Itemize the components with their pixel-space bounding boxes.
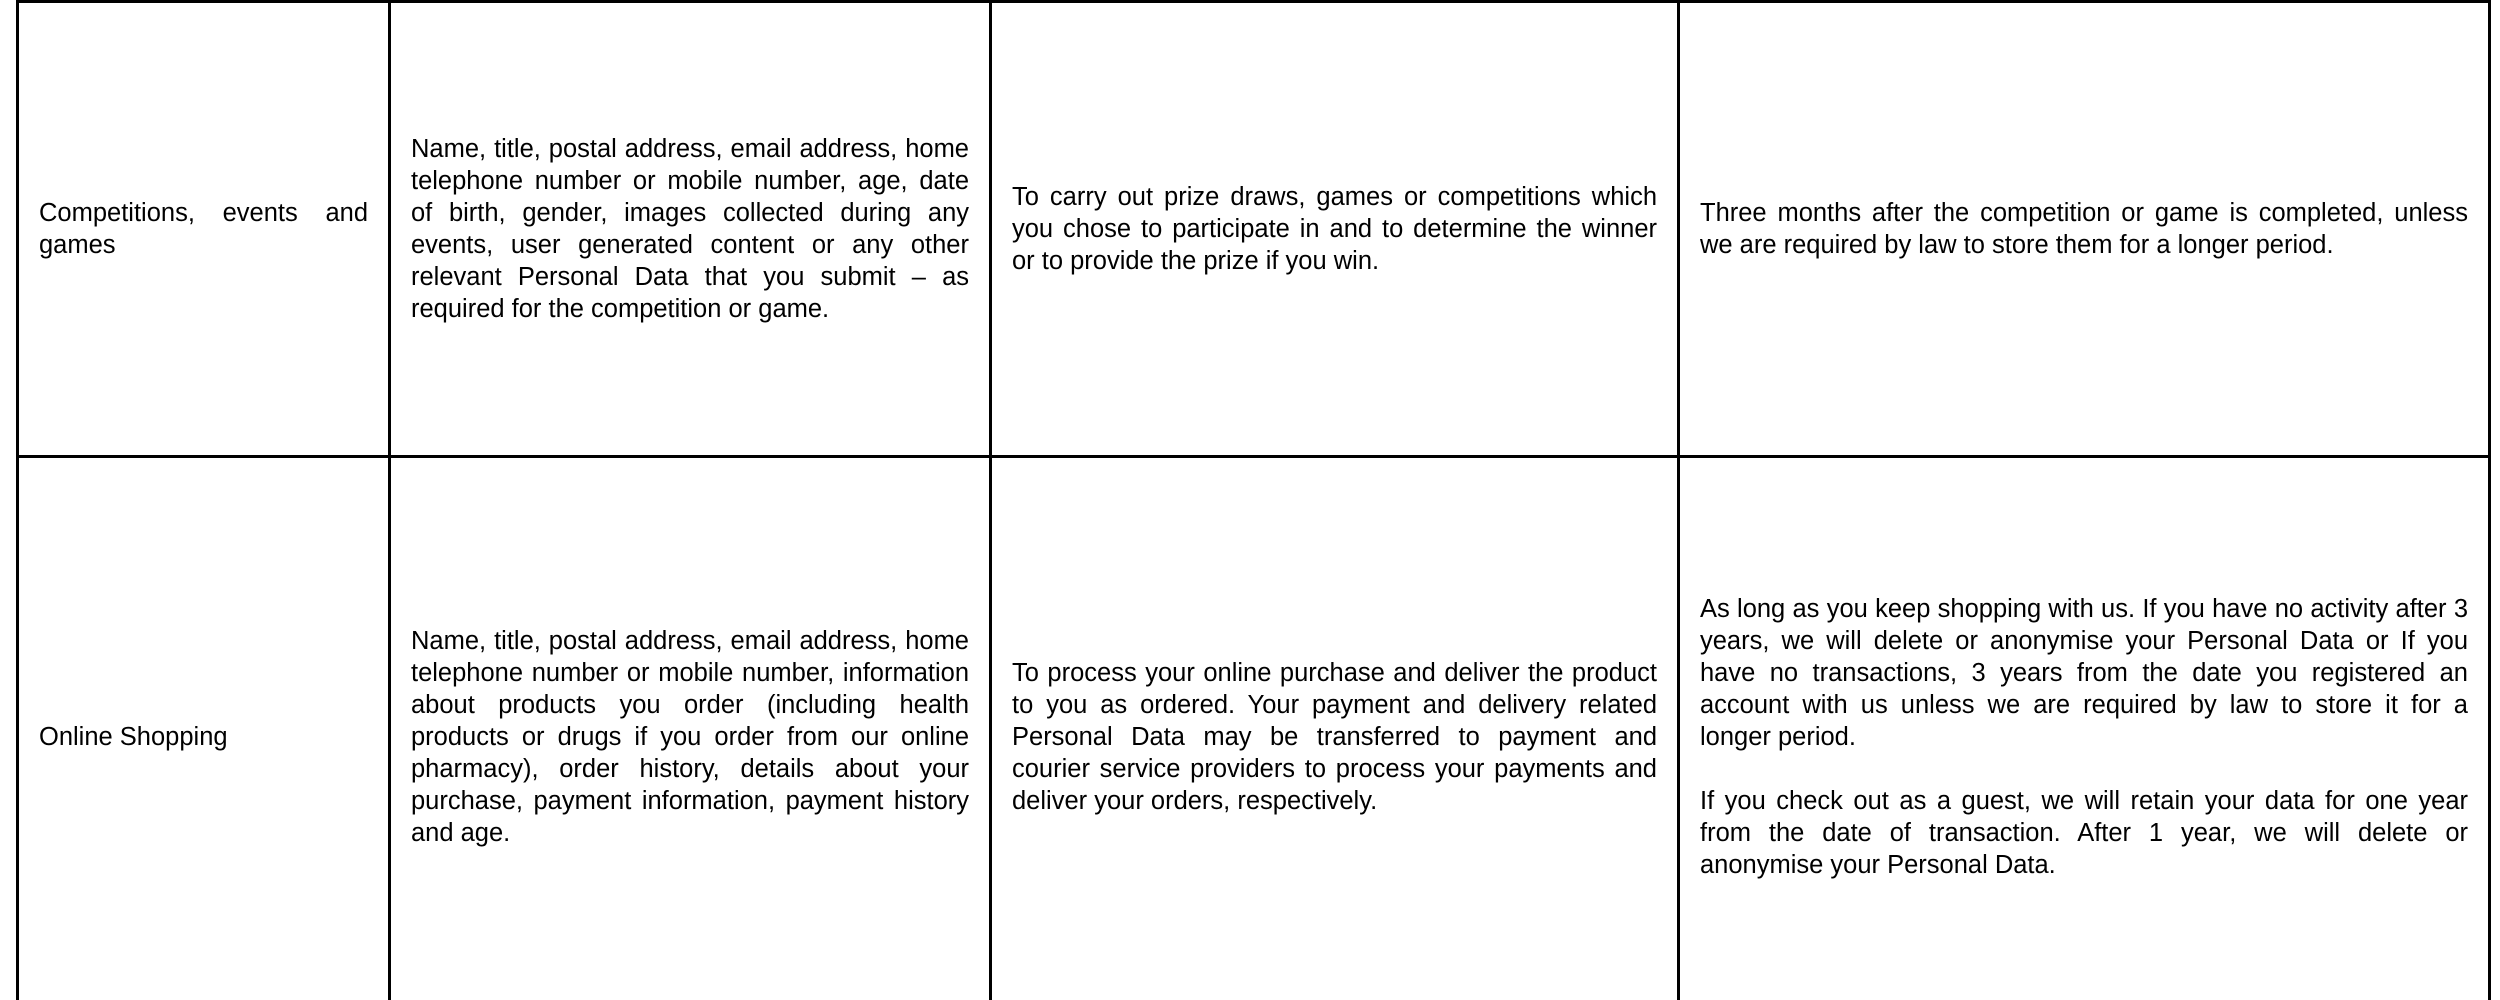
- retention-paragraph: As long as you keep shopping with us. If you have no activity after 3 years, we will delete or anonymise your Personal Data or If you have no transactions, 3 years from the date you registered an account with us unless we are required by law to store it for a longer period.: [1700, 594, 2468, 751]
- activity-cell: [18, 457, 390, 1000]
- activity-text: Online Shopping: [39, 722, 228, 751]
- retention-cell: [1679, 2, 2490, 457]
- retention-paragraph: Three months after the competition or game is completed, unless we are required by law to store them for a longer period.: [1700, 199, 2468, 259]
- data-collected-text: Name, title, postal address, email address, home telephone number or mobile number, age, date of birth, gender, images collected during any events, user generated content or any other relevant Personal Data that you submit – as required for the competition or game.: [411, 135, 969, 323]
- data-retention-table: [16, 0, 2491, 1000]
- purpose-text: To process your online purchase and deliver the product to you as ordered. Your payment and delivery related Personal Data may be transferred to payment and courier service providers to process your payments and deliver your orders, respectively.: [1012, 658, 1657, 815]
- data-collected-text: Name, title, postal address, email address, home telephone number or mobile number, information about products you order (including health products or drugs if you order from our online pharmacy), order history, details about your purchase, payment information, payment history and age.: [411, 626, 969, 847]
- activity-text: Competitions, events and games: [39, 199, 368, 259]
- data-collected-cell: [390, 457, 991, 1000]
- activity-cell: [18, 2, 390, 457]
- data-collected-cell: [390, 2, 991, 457]
- retention-cell: [1679, 457, 2490, 1000]
- table-row: [18, 2, 2490, 457]
- table-row: [18, 457, 2490, 1000]
- purpose-cell: [991, 457, 1679, 1000]
- purpose-cell: [991, 2, 1679, 457]
- retention-paragraph: If you check out as a guest, we will retain your data for one year from the date of transaction. After 1 year, we will delete or anonymise your Personal Data.: [1700, 786, 2468, 879]
- purpose-text: To carry out prize draws, games or competitions which you chose to participate in and to determine the winner or to provide the prize if you win.: [1012, 183, 1657, 275]
